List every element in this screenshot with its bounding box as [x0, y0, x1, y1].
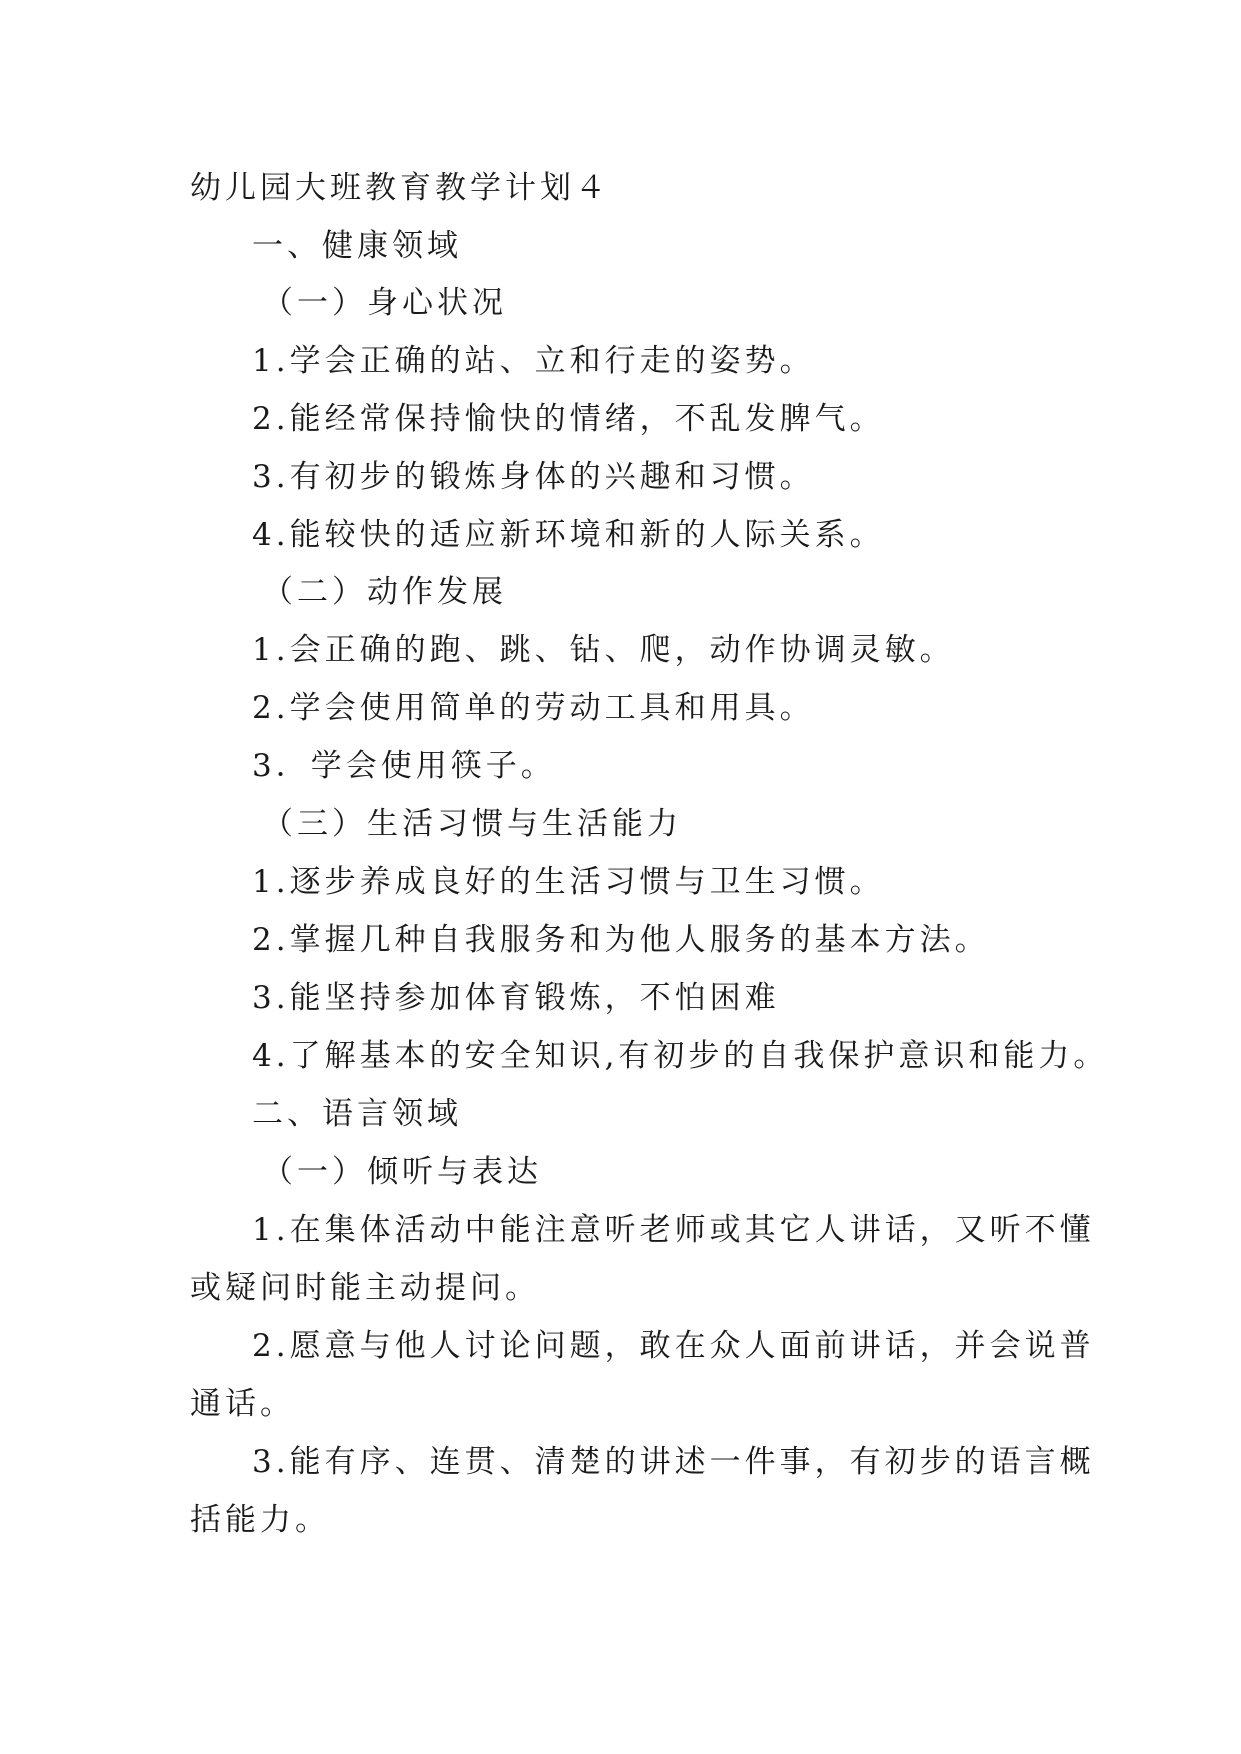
paragraph-line: 或疑问时能主动提问。 — [190, 1270, 540, 1306]
paragraph-line: 3.能有序、连贯、清楚的讲述一件事，有初步的语言概 — [252, 1444, 1095, 1480]
list-item: 2.能经常保持愉快的情绪，不乱发脾气。 — [252, 401, 885, 437]
list-item: 3.能坚持参加体育锻炼，不怕困难 — [252, 980, 780, 1016]
subsection-heading: （三）生活习惯与生活能力 — [262, 806, 682, 842]
list-item: 1.逐步养成良好的生活习惯与卫生习惯。 — [252, 864, 885, 900]
paragraph-line: 通话。 — [190, 1386, 295, 1422]
section-heading: 二、语言领域 — [252, 1096, 462, 1132]
list-item: 1.学会正确的站、立和行走的姿势。 — [252, 343, 815, 379]
paragraph-line: 1.在集体活动中能注意听老师或其它人讲话，又听不懂 — [252, 1212, 1095, 1248]
paragraph-line: 括能力。 — [190, 1502, 330, 1538]
list-item: 3.有初步的锻炼身体的兴趣和习惯。 — [252, 459, 815, 495]
list-item: 3．学会使用筷子。 — [252, 748, 556, 784]
page-title: 幼儿园大班教育教学计划４ — [190, 170, 610, 206]
list-item: 1.会正确的跑、跳、钻、爬，动作协调灵敏。 — [252, 632, 955, 668]
list-item: 4.能较快的适应新环境和新的人际关系。 — [252, 517, 885, 553]
subsection-heading: （一）身心状况 — [262, 285, 507, 321]
paragraph-line: 2.愿意与他人讨论问题，敢在众人面前讲话，并会说普 — [252, 1328, 1095, 1364]
list-item: 2.掌握几种自我服务和为他人服务的基本方法。 — [252, 922, 990, 958]
section-heading: 一、健康领域 — [252, 228, 462, 264]
subsection-heading: （二）动作发展 — [262, 574, 507, 610]
list-item: 2.学会使用简单的劳动工具和用具。 — [252, 690, 815, 726]
subsection-heading: （一）倾听与表达 — [262, 1154, 542, 1190]
list-item: 4.了解基本的安全知识,有初步的自我保护意识和能力。 — [252, 1038, 1109, 1074]
